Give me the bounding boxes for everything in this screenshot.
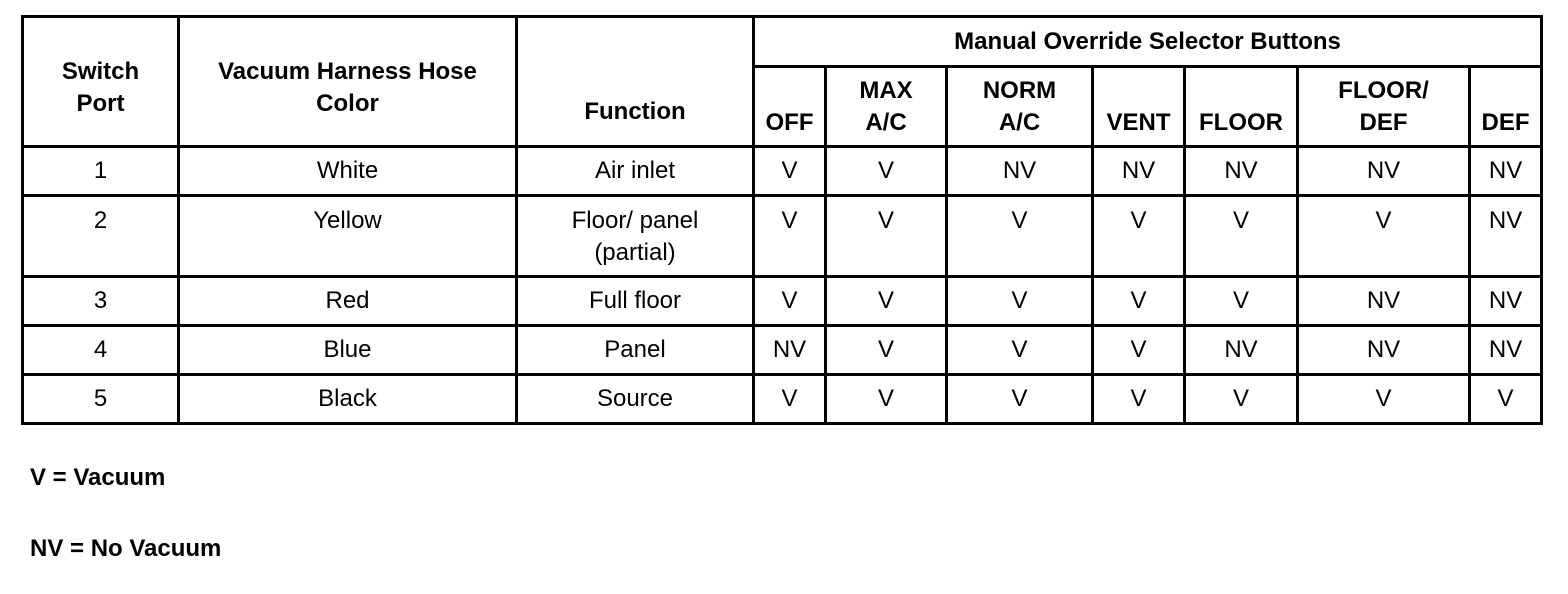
header-hose-color: Vacuum Harness Hose Color [179,17,517,147]
header-button-floor-def: FLOOR/ DEF [1298,67,1470,147]
cell-vent: V [1093,326,1185,375]
header-button-off: OFF [754,67,826,147]
table-row [23,277,1542,326]
cell-function: Source [517,375,754,424]
cell-port: 2 [23,196,179,277]
cell-port: 1 [23,147,179,196]
legend-vacuum: V = Vacuum [30,464,166,491]
header-function: Function [517,17,754,147]
cell-off: V [754,277,826,326]
table-body [23,147,1542,424]
table-row [23,196,1542,277]
cell-max-ac: V [826,326,947,375]
cell-floor: V [1185,375,1298,424]
cell-floor: V [1185,196,1298,277]
cell-def: NV [1470,277,1542,326]
cell-max-ac: V [826,277,947,326]
header-manual-override-group: Manual Override Selector Buttons [754,17,1542,67]
cell-def: NV [1470,196,1542,277]
header-button-max-ac: MAX A/C [826,67,947,147]
cell-function: Panel [517,326,754,375]
cell-floor-def: NV [1298,147,1470,196]
cell-floor: V [1185,277,1298,326]
cell-off: V [754,196,826,277]
table-row [23,147,1542,196]
cell-off: NV [754,326,826,375]
header-button-def: DEF [1470,67,1542,147]
cell-vent: NV [1093,147,1185,196]
cell-floor: NV [1185,147,1298,196]
cell-off: V [754,375,826,424]
cell-max-ac: V [826,375,947,424]
cell-hose-color: White [179,147,517,196]
table-row [23,326,1542,375]
cell-vent: V [1093,375,1185,424]
cell-norm-ac: V [947,326,1093,375]
cell-floor: NV [1185,326,1298,375]
cell-floor-def: V [1298,375,1470,424]
header-button-norm-ac: NORM A/C [947,67,1093,147]
cell-norm-ac: NV [947,147,1093,196]
cell-port: 4 [23,326,179,375]
vacuum-switch-table [21,15,1543,425]
header-button-vent: VENT [1093,67,1185,147]
cell-norm-ac: V [947,196,1093,277]
header-switch-port: Switch Port [23,17,179,147]
cell-hose-color: Black [179,375,517,424]
cell-floor-def: NV [1298,277,1470,326]
cell-vent: V [1093,196,1185,277]
table-row [23,375,1542,424]
cell-vent: V [1093,277,1185,326]
cell-hose-color: Yellow [179,196,517,277]
cell-norm-ac: V [947,277,1093,326]
cell-def: V [1470,375,1542,424]
cell-def: NV [1470,147,1542,196]
cell-hose-color: Red [179,277,517,326]
cell-floor-def: V [1298,196,1470,277]
cell-port: 3 [23,277,179,326]
cell-def: NV [1470,326,1542,375]
cell-max-ac: V [826,196,947,277]
cell-port: 5 [23,375,179,424]
cell-norm-ac: V [947,375,1093,424]
cell-hose-color: Blue [179,326,517,375]
legend-no-vacuum: NV = No Vacuum [30,535,222,562]
cell-function: Air inlet [517,147,754,196]
cell-off: V [754,147,826,196]
cell-max-ac: V [826,147,947,196]
cell-floor-def: NV [1298,326,1470,375]
header-button-floor: FLOOR [1185,67,1298,147]
cell-function: Full floor [517,277,754,326]
cell-function: Floor/ panel (partial) [517,196,754,277]
